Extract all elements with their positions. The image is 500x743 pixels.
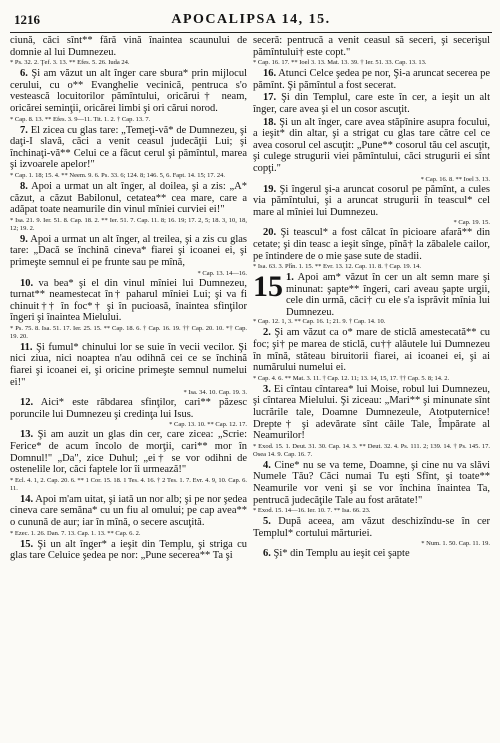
verse-paragraph: [253, 227, 490, 262]
verse-paragraph: [10, 181, 247, 216]
verse-text: El zicea cu glas tare: „Temeţi-vă* de Dumnezeu, şi daţi-I slavă, căci a venit ceasul judecăţii Lui; şi închinaţi-vă** Celui ce a făcut cerul şi pămîntul, marea şi izvoarele apelor!": [10, 124, 247, 171]
chapter-number: 15: [253, 270, 283, 304]
verse-number: 12.: [20, 397, 34, 409]
page-header: [10, 10, 492, 33]
verse-number: 9.: [20, 233, 28, 245]
verse-paragraph: [10, 278, 247, 324]
verse-number: 14.: [20, 493, 34, 505]
verse-number: 2.: [263, 327, 271, 339]
cross-reference-note: * Cap. 1. 18; 15. 4. ** Neem. 9. 6. Ps. 33. 6; 124. 8; 146. 5, 6. Fapt. 14. 15; 17. 24.: [10, 171, 226, 179]
right-column: [253, 35, 490, 743]
verse-paragraph: [253, 548, 490, 560]
verse-text: Şi un alt înger* a ieşit din Templu, şi striga cu glas tare Celuice şedea pe nor: „Pune secerea** Ta şi: [10, 538, 247, 562]
verse-text: Apoi am* văzut în cer un alt semn mare şi minunat: şapte** îngeri, cari aveau şapte urgii, cele din urmă, căci† cu ele s'a isprăvit mînia lui Dumnezeu.: [286, 272, 490, 318]
cross-reference-note: * Ps. 32. 2. Ţef. 3. 13. ** Efes. 5. 26. Iuda 24.: [10, 59, 130, 67]
verse-paragraph: [253, 117, 490, 175]
verse-paragraph: [10, 539, 247, 562]
verse-number: 13.: [20, 429, 34, 441]
verse-continuation: seceră: pentrucă a venit ceasul să seceri, şi secerişul pămîntului† este copt.": [253, 35, 490, 58]
verse-number: 3.: [263, 383, 271, 395]
page-number: 1216: [14, 12, 40, 27]
verse-paragraph: [253, 327, 490, 373]
cross-reference-note: * Cap. 16. 17. ** Ioel 3. 13. Mat. 13. 39. † Ier. 51. 33. Cap. 13. 13.: [253, 59, 427, 67]
verse-number: 20.: [263, 227, 277, 239]
verse-text: După aceea, am văzut deschizîndu-se în cer Templul* cortului mărturiei.: [253, 516, 490, 539]
cross-reference-note: * Exod. 15. 1. Deut. 31. 30. Cap. 14. 3. ** Deut. 32. 4. Ps. 111. 2; 139. 14. † Ps. 145. 17. Osea 14. 9. Cap. 16. 7.: [253, 442, 490, 458]
verse-number: 19.: [263, 183, 277, 195]
verse-paragraph: [10, 494, 247, 529]
cross-reference-note: * Exod. 15. 14—16. Ier. 10. 7. ** Isa. 66. 23.: [253, 507, 371, 515]
columns: [10, 35, 492, 743]
verse-paragraph: [253, 460, 490, 506]
verse-paragraph: [10, 397, 247, 420]
running-title: APOCALIPSA 14, 15.: [171, 12, 331, 27]
cross-reference-note: * Ezec. 1. 26. Dan. 7. 13. Cap. 1. 13. ** Cap. 6. 2.: [10, 529, 141, 537]
verse-text: Apoi a urmat un alt înger, al treilea, şi a zis cu glas tare: „Dacă se închină cineva* fiarei şi icoanei ei, şi primeşte semnul ei pe frunte sau pe mînă,: [10, 233, 247, 268]
verse-text: Apoi m'am uitat, şi iată un nor alb; şi pe nor şedea cineva care semăna* cu un fiu al omului; pe cap avea** o cunună de aur; iar în mînă, o secere ascuţită.: [10, 493, 247, 528]
cross-reference-note: * Cap. 4. 6. ** Mat. 3. 11. † Cap. 12. 11; 13. 14, 15, 17. †† Cap. 5. 8; 14. 2.: [253, 374, 450, 382]
cross-reference-note: * Isa. 21. 9. Ier. 51. 8. Cap. 18. 2. ** Ier. 51. 7. Cap. 11. 8; 16. 19; 17. 2, 5; 18. 3, 10, 18, 12; 19. 2.: [10, 216, 247, 232]
verse-paragraph: [10, 234, 247, 269]
verse-number: 17.: [263, 92, 277, 104]
cross-reference-note: * Ecl. 4. 1, 2. Cap. 20. 6. ** 1 Cor. 15. 18. 1 Tes. 4. 16. † 2 Tes. 1. 7. Evr. 4. 9, 10. Cap. 6. 11.: [10, 476, 247, 492]
verse-paragraph: [253, 92, 490, 115]
verse-paragraph: [253, 384, 490, 442]
verse-text: Aici* este răbdarea sfinţilor, cari** păzesc poruncile lui Dumnezeu şi credinţa lui Isus.: [10, 397, 247, 420]
chapter-first-verse: [286, 272, 490, 318]
verse-paragraph: [10, 68, 247, 114]
verse-text: va bea* şi el din vinul mîniei lui Dumnezeu, turnat** neamestecat în† paharul mîniei Lui; şi va fi chinuit†† în foc*† şi în pucioasă, înaintea sfinţilor îngeri şi înaintea Mielului.: [10, 277, 247, 324]
verse-paragraph: [10, 125, 247, 171]
verse-text: Şi fumul* chinului lor se suie în vecii vecilor. Şi nici ziua, nici noaptea n'au odihnă cei ce se închină fiarei şi icoanei ei, şi oricine primeşte semnul numelui ei!": [10, 341, 247, 388]
verse-paragraph: [253, 68, 490, 91]
cross-reference-note: * Isa. 34. 10. Cap. 19. 3.: [183, 389, 247, 397]
verse-number: 6.: [20, 68, 28, 80]
verse-text: Şi* din Templu au ieşit cei şapte: [273, 548, 410, 560]
verse-number: 6.: [263, 548, 271, 560]
verse-paragraph: [253, 516, 490, 539]
cross-reference-note: * Cap. 16. 8. ** Ioel 3. 13.: [420, 175, 490, 183]
verse-number: 4.: [263, 459, 271, 471]
verse-number: 11.: [20, 341, 33, 353]
verse-text: Cine* nu se va teme, Doamne, şi cine nu va slăvi Numele Tău? Căci numai Tu eşti Sfînt, şi toate** Neamurile vor veni şi se vor închina înaintea Ta, pentrucă judecăţile Tale au fost arătate!": [253, 459, 490, 506]
cross-reference-note: * Cap. 13. 10. ** Cap. 12. 17.: [169, 421, 247, 429]
verse-text: Ei cîntau cîntarea* lui Moise, robul lui Dumnezeu, şi cîntarea Mielului. Şi ziceau: „Mari** şi minunate sînt lucrările tale, Doamne Dumnezeule, Atotputernice! Drepte† şi adevărate sînt căile Tale, Împărate al Neamurilor!: [253, 383, 490, 442]
cross-reference-note: * Cap. 12. 1, 3. ** Cap. 16. 1; 21. 9. † Cap. 14. 10.: [253, 318, 386, 326]
cross-reference-note: * Isa. 63. 3. Plîn. 1. 15. ** Evr. 13. 12. Cap. 11. 8. † Cap. 19. 14.: [253, 263, 422, 271]
verse-continuation: ciună, căci sînt** fără vină înaintea scaunului de domnie al lui Dumnezeu.: [10, 35, 247, 58]
verse-number: 7.: [20, 124, 28, 136]
verse-text: Atunci Celce şedea pe nor, Şi-a aruncat secerea pe pămînt. Şi pămîntul a fost secerat.: [253, 68, 490, 91]
verse-text: Şi am auzit un glas din cer, care zicea: „Scrie: Ferice* de acum încolo de morţii, cari** mor în Domnul!" „Da", zice Duhul; „ei† se vor odihni de ostenelile lor, căci faptele lor îi urmează!": [10, 429, 247, 476]
verse-text: Şi îngerul şi-a aruncat cosorul pe pămînt, a cules via pămîntului, şi a aruncat strugurii în teascul* cel mare al mîniei lui Dumnezeu.: [253, 183, 490, 218]
verse-text: Şi am văzut un alt înger care sbura* prin mijlocul cerului, cu o** Evanghelie vecinică, pentruca s'o vestească locuitorilor pămîntului, oricărui† neam, oricărei seminţii, oricărei limbi şi ori cărui norod.: [10, 68, 247, 114]
chapter-start: [253, 272, 490, 318]
verse-paragraph: [10, 342, 247, 388]
left-column: [10, 35, 247, 743]
verse-number: 1.: [286, 272, 294, 284]
cross-reference-note: * Cap. 13. 14—16.: [197, 269, 247, 277]
cross-reference-note: * Ps. 75. 8. Isa. 51. 17. Ier. 25. 15. ** Cap. 18. 6. † Cap. 16. 19. †† Cap. 20. 10. *† Cap. 19. 20.: [10, 324, 247, 340]
verse-number: 16.: [263, 68, 277, 80]
verse-number: 5.: [263, 516, 271, 528]
verse-paragraph: [253, 184, 490, 219]
cross-reference-note: * Num. 1. 50. Cap. 11. 19.: [421, 540, 490, 548]
verse-number: 8.: [20, 180, 28, 192]
verse-paragraph: [10, 429, 247, 475]
verse-text: Şi un alt înger, care avea stăpînire asupra focului, a ieşit* din altar, şi a strigat cu glas tare către cel ce avea cosorul cel ascuţit: „Pune** cosorul tău cel ascuţit, şi culege strugurii viei pămîntului, căci strugurii ei sînt copţi.": [253, 116, 490, 174]
verse-text: Şi am văzut ca o* mare de sticlă amestecată** cu foc; şi† pe marea de sticlă, cu†† alăutele lui Dumnezeu în mînă, stăteau biruitorii fiarei, ai icoanei ei, şi ai numărului numelui ei.: [253, 327, 490, 374]
verse-text: Şi din Templul, care este în cer, a ieşit un alt înger, care avea şi el un cosor ascuţit.: [253, 92, 490, 115]
verse-number: 15.: [20, 538, 34, 550]
cross-reference-note: * Cap. 19. 15.: [453, 219, 490, 227]
verse-number: 18.: [263, 116, 277, 128]
verse-number: 10.: [20, 277, 34, 289]
verse-text: Şi teascul* a fost călcat în picioare afară** din cetate; şi din teasc a ieşit sînge, pînă† la zăbalele cailor, pe întindere de o mie şase sute de stadii.: [253, 227, 490, 262]
cross-reference-note: * Cap. 8. 13. ** Efes. 3. 9—11. Tit. 1. 2. † Cap. 13. 7.: [10, 115, 151, 123]
verse-text: Apoi a urmat un alt înger, al doilea, şi a zis: „A* căzut, a căzut Babilonul, cetatea** cea mare, care a adăpat toate neamurile din vinul mîniei curviei ei!": [10, 180, 247, 216]
